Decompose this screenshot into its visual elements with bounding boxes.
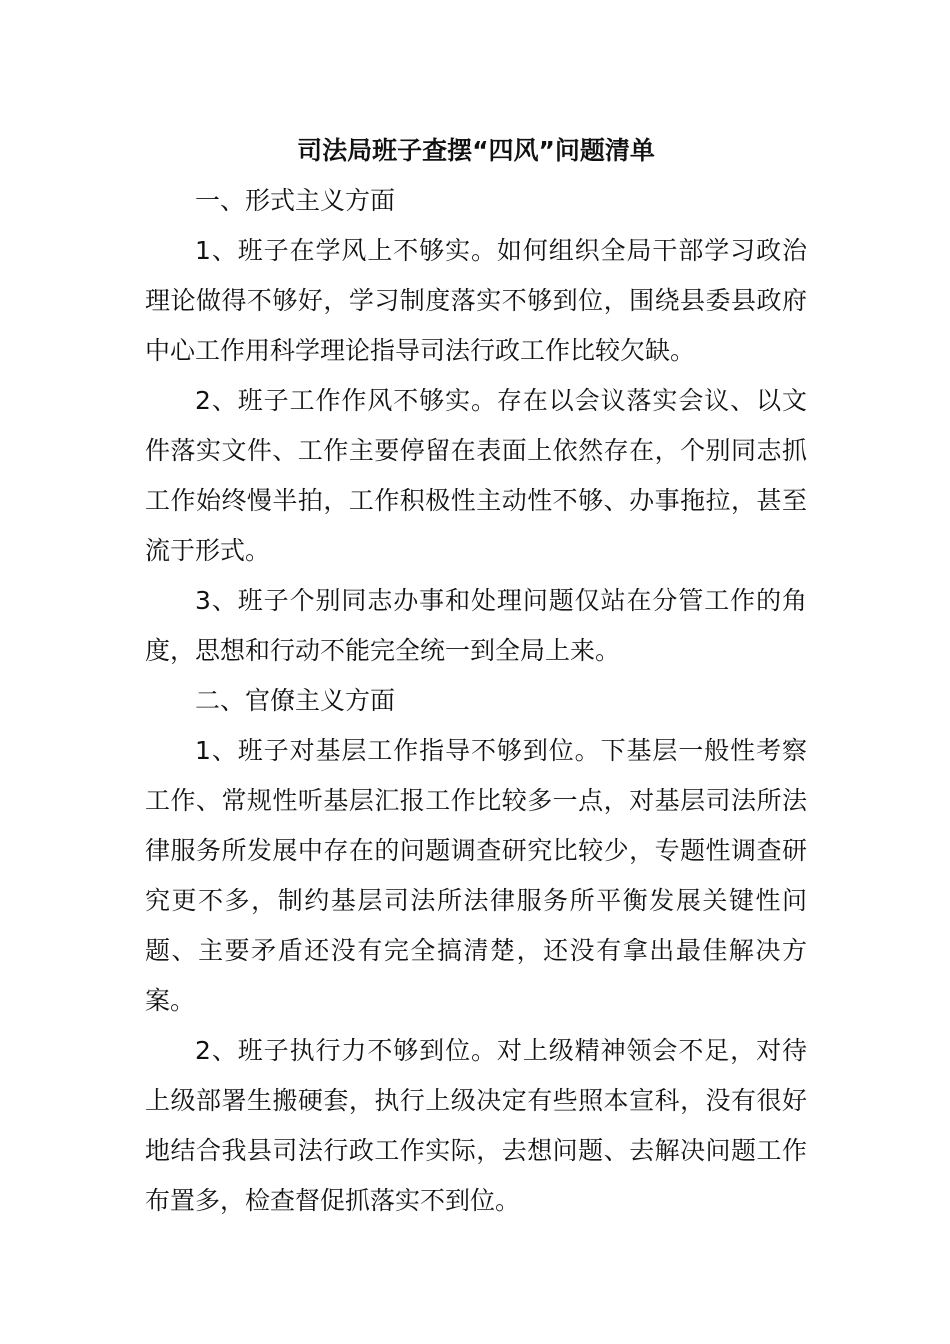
paragraph-grassroots-guidance: 1、班子对基层工作指导不够到位。下基层一般性考察工作、常规性听基层汇报工作比较多一点，对基层司法所法律服务所发展中存在的问题调查研究比较少，专题性调查研究更不多，制约基层司法所法律服务所平衡发展关键性问题、主要矛盾还没有完全搞清楚，还没有拿出最佳解决方案。 (145, 736, 807, 1015)
section-heading-formalism: 一、形式主义方面 (195, 186, 396, 215)
paragraph-overall-view: 3、班子个别同志办事和处理问题仅站在分管工作的角度，思想和行动不能完全统一到全局上来。 (145, 586, 807, 665)
document-body (145, 126, 807, 1226)
paragraph-execution: 2、班子执行力不够到位。对上级精神领会不足，对待上级部署生搬硬套，执行上级决定有些照本宣科，没有很好地结合我县司法行政工作实际，去想问题、去解决问题工作布置多，检查督促抓落实不到位。 (145, 1036, 807, 1215)
document-title: 司法局班子查摆“四风”问题清单 (297, 136, 655, 165)
paragraph-study-style: 1、班子在学风上不够实。如何组织全局干部学习政治理论做得不够好，学习制度落实不够到位，围绕县委县政府中心工作用科学理论指导司法行政工作比较欠缺。 (145, 236, 807, 365)
paragraph-work-style: 2、班子工作作风不够实。存在以会议落实会议、以文件落实文件、工作主要停留在表面上依然存在，个别同志抓工作始终慢半拍，工作积极性主动性不够、办事拖拉，甚至流于形式。 (145, 386, 807, 565)
section-heading-bureaucracy: 二、官僚主义方面 (195, 686, 396, 715)
